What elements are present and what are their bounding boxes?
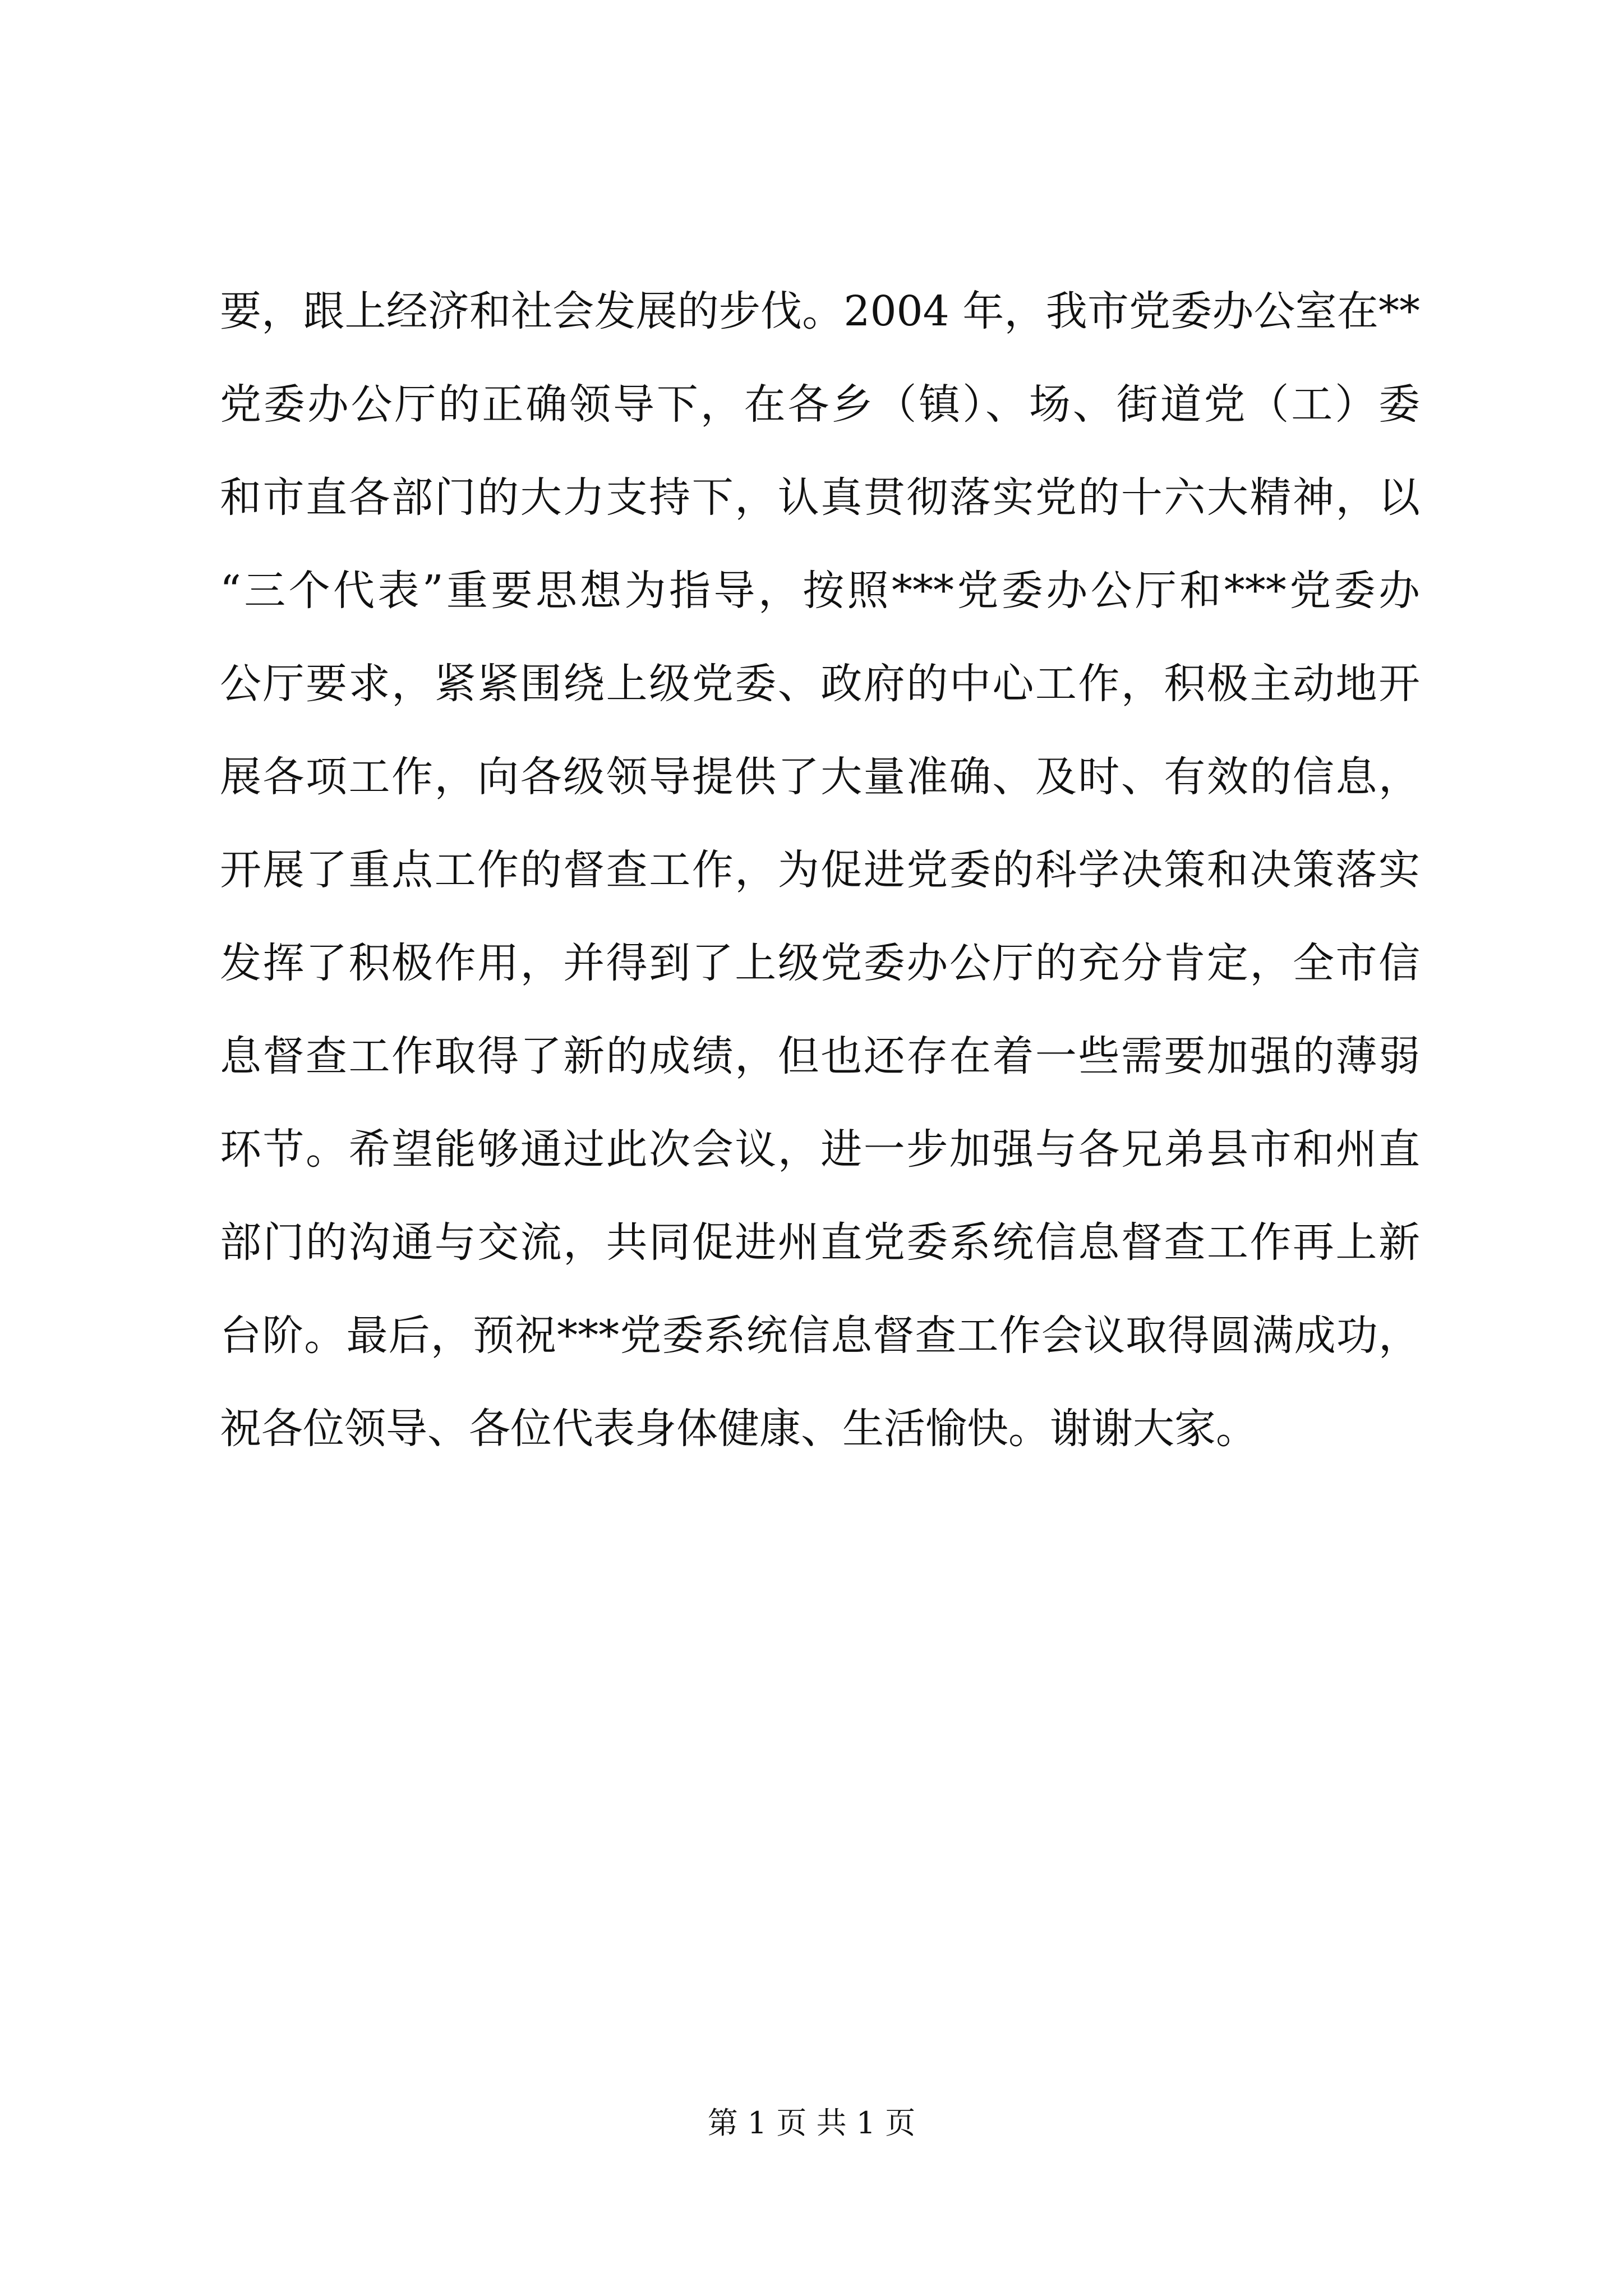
text-line-10: 环节。希望能够通过此次会议，进一步加强与各兄弟县市和州直 [220, 1125, 1420, 1174]
text-line-3: 和市直各部门的大力支持下，认真贯彻落实党的十六大精神，以 [220, 473, 1420, 522]
text-line-2: 党委办公厅的正确领导下，在各乡（镇）、场、街道党（工）委 [220, 380, 1420, 429]
text-line-11: 部门的沟通与交流，共同促进州直党委系统信息督查工作再上新 [220, 1218, 1420, 1267]
document-body [220, 265, 1420, 1475]
page-footer [0, 2101, 1623, 2146]
text-line-13: 祝各位领导、各位代表身体健康、生活愉快。谢谢大家。 [220, 1405, 1257, 1453]
text-line-9: 息督查工作取得了新的成绩，但也还存在着一些需要加强的薄弱 [220, 1032, 1420, 1080]
text-line-4: “三个代表”重要思想为指导，按照***党委办公厅和***党委办 [220, 567, 1420, 615]
text-line-7: 开展了重点工作的督查工作，为促进党委的科学决策和决策落实 [220, 846, 1420, 894]
page-number-label: 第 1 页 共 1 页 [707, 2105, 916, 2141]
text-line-5: 公厅要求，紧紧围绕上级党委、政府的中心工作，积极主动地开 [220, 660, 1420, 708]
text-line-8: 发挥了积极作用，并得到了上级党委办公厅的充分肯定，全市信 [220, 939, 1420, 987]
text-line-12: 台阶。最后，预祝***党委系统信息督查工作会议取得圆满成功， [220, 1312, 1420, 1360]
text-line-6: 展各项工作，向各级领导提供了大量准确、及时、有效的信息， [220, 753, 1420, 801]
text-line-1: 要，跟上经济和社会发展的步伐。2004 年，我市党委办公室在** [220, 287, 1420, 335]
